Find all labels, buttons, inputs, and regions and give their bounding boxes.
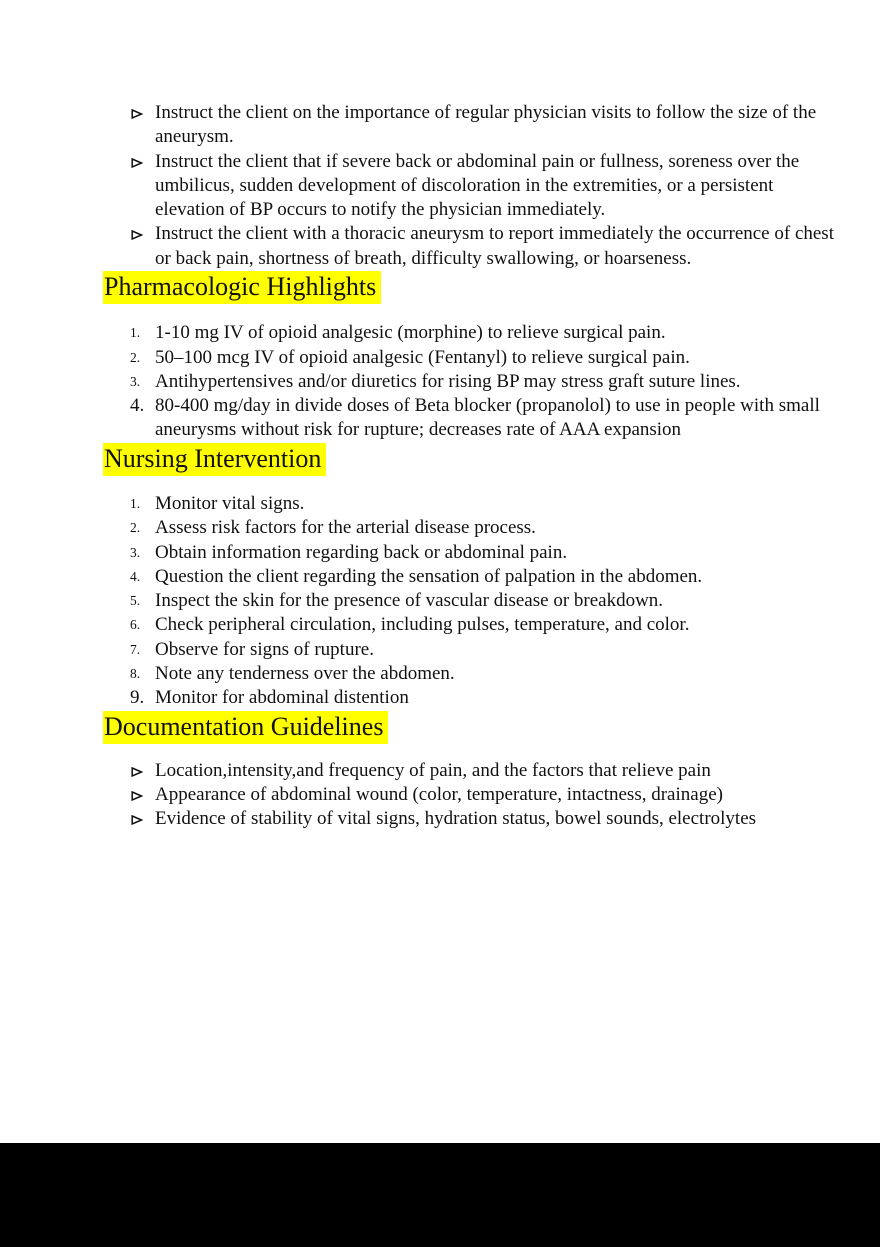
list-item-text: Evidence of stability of vital signs, hydration status, bowel sounds, electrolytes bbox=[155, 808, 757, 830]
list-item-text: Note any tenderness over the abdomen. bbox=[155, 663, 455, 685]
list-item bbox=[103, 638, 840, 662]
highlighted-heading-text: Pharmacologic Highlights bbox=[103, 271, 381, 304]
teaching-list bbox=[103, 101, 840, 271]
list-item-text: Assess risk factors for the arterial disease process. bbox=[155, 517, 536, 539]
list-item-text: Obtain information regarding back or abdominal pain. bbox=[155, 541, 568, 563]
list-item-text: Monitor for abdominal distention bbox=[155, 687, 409, 709]
nursing-intervention-list bbox=[103, 492, 840, 711]
list-item bbox=[103, 321, 840, 345]
list-item bbox=[103, 394, 840, 443]
list-number: 3. bbox=[130, 544, 141, 560]
arrow-bullet-icon bbox=[130, 222, 155, 242]
list-item-text: Instruct the client with a thoracic aneurysm to report immediately the occurrence of chest or back pain, shortness of breath, difficulty swallowing, or hoarseness. bbox=[155, 223, 834, 269]
arrow-bullet-icon bbox=[130, 101, 155, 121]
list-item bbox=[103, 370, 840, 394]
list-item-text: Inspect the skin for the presence of vascular disease or breakdown. bbox=[155, 590, 664, 612]
list-item bbox=[103, 492, 840, 516]
highlighted-heading-text: Documentation Guidelines bbox=[103, 711, 388, 744]
list-item-text: Observe for signs of rupture. bbox=[155, 638, 374, 660]
documentation-list bbox=[103, 759, 840, 832]
list-item-text: Appearance of abdominal wound (color, temperature, intactness, drainage) bbox=[155, 784, 723, 806]
list-item bbox=[103, 662, 840, 686]
list-number: 9. bbox=[130, 687, 145, 709]
list-number: 1. bbox=[130, 495, 141, 511]
list-number: 1. bbox=[130, 325, 141, 341]
list-item bbox=[103, 516, 840, 540]
list-item bbox=[103, 807, 840, 831]
section-heading-documentation bbox=[103, 711, 840, 742]
list-number: 4. bbox=[130, 568, 141, 584]
bottom-black-bar bbox=[0, 1143, 880, 1247]
list-number: 2. bbox=[130, 520, 141, 536]
list-item-text: 50–100 mcg IV of opioid analgesic (Fentanyl) to relieve surgical pain. bbox=[155, 346, 690, 368]
list-item bbox=[103, 613, 840, 637]
section-heading-nursing bbox=[103, 443, 840, 474]
list-item bbox=[103, 565, 840, 589]
list-item bbox=[103, 222, 840, 271]
pharmacologic-list bbox=[103, 321, 840, 442]
list-item bbox=[103, 759, 840, 783]
list-item-text: Question the client regarding the sensation of palpation in the abdomen. bbox=[155, 565, 703, 587]
list-item bbox=[103, 541, 840, 565]
arrow-bullet-icon bbox=[130, 150, 155, 170]
list-item-text: Location,intensity,and frequency of pain, and the factors that relieve pain bbox=[155, 759, 711, 781]
arrow-bullet-icon bbox=[130, 807, 155, 827]
list-number: 5. bbox=[130, 593, 141, 609]
list-item bbox=[103, 101, 840, 150]
list-number: 3. bbox=[130, 373, 141, 389]
list-item-text: 80-400 mg/day in divide doses of Beta blocker (propanolol) to use in people with small aneurysms without risk for rupture; decreases rate of AAA expansion bbox=[155, 395, 820, 441]
list-item bbox=[103, 589, 840, 613]
list-item-text: 1-10 mg IV of opioid analgesic (morphine) to relieve surgical pain. bbox=[155, 322, 666, 344]
highlighted-heading-text: Nursing Intervention bbox=[103, 443, 326, 476]
list-item-text: Monitor vital signs. bbox=[155, 492, 305, 514]
list-item bbox=[103, 346, 840, 370]
list-item-text: Instruct the client on the importance of regular physician visits to follow the size of the aneurysm. bbox=[155, 102, 817, 148]
section-heading-pharmacologic bbox=[103, 271, 840, 302]
list-number: 7. bbox=[130, 641, 141, 657]
list-item-text: Instruct the client that if severe back or abdominal pain or fullness, soreness over the umbilicus, sudden development of discoloration in the extremities, or a persistent elevation of BP occurs to notify the physician immediately. bbox=[155, 150, 800, 221]
list-item bbox=[103, 150, 840, 223]
list-number: 4. bbox=[130, 395, 145, 417]
list-item bbox=[103, 783, 840, 807]
list-item-text: Antihypertensives and/or diuretics for rising BP may stress graft suture lines. bbox=[155, 370, 741, 392]
list-item bbox=[103, 686, 840, 710]
list-number: 8. bbox=[130, 666, 141, 682]
arrow-bullet-icon bbox=[130, 759, 155, 779]
arrow-bullet-icon bbox=[130, 783, 155, 803]
list-number: 6. bbox=[130, 617, 141, 633]
list-number: 2. bbox=[130, 349, 141, 365]
list-item-text: Check peripheral circulation, including pulses, temperature, and color. bbox=[155, 614, 690, 636]
